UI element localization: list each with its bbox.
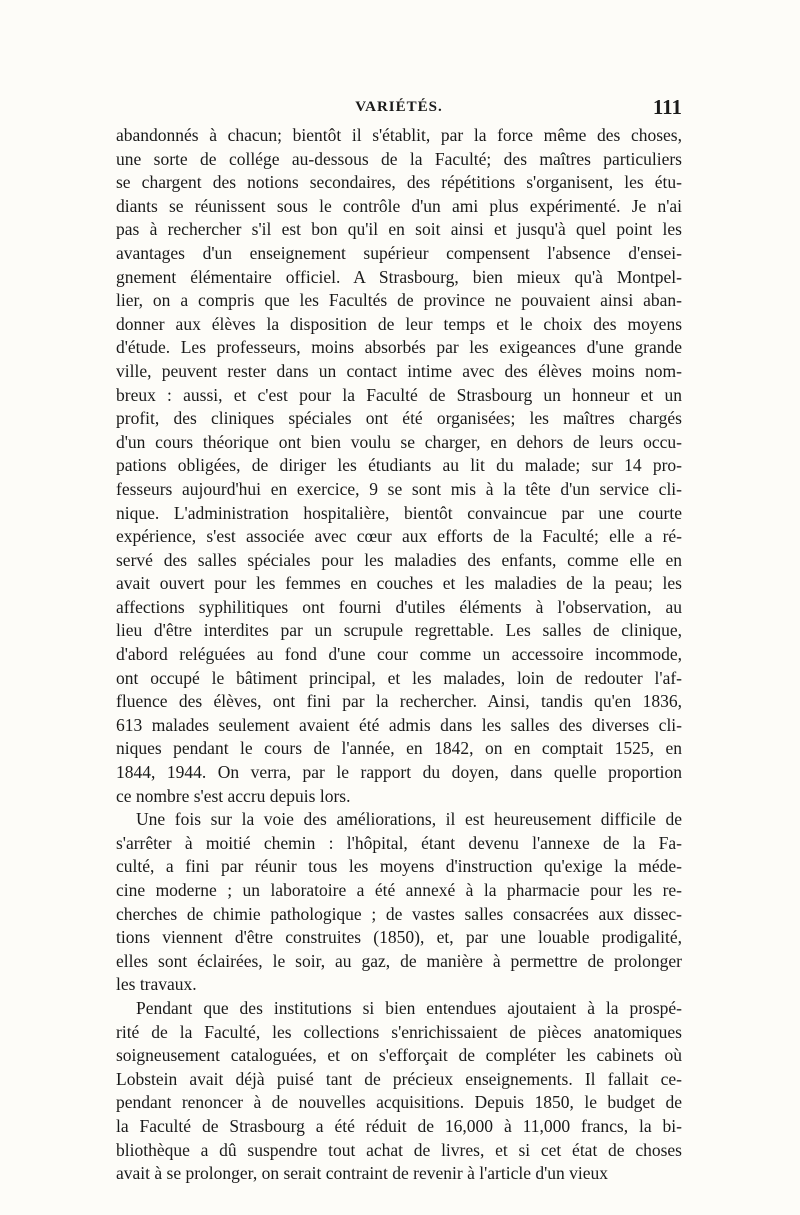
text-line: bliothèque a dû suspendre tout achat de livres, et si cet état de choses — [116, 1139, 682, 1160]
text-line: soigneusement cataloguées, et on s'efforçait de compléter les cabinets où — [116, 1045, 682, 1066]
text-line: d'abord reléguées au fond d'une cour comme un accessoire incommode, — [116, 644, 682, 665]
page-header — [116, 95, 682, 125]
text-line: lieu d'être interdites par un scrupule regrettable. Les salles de clinique, — [116, 620, 682, 641]
text-line: abandonnés à chacun; bientôt il s'établit, par la force même des choses, — [116, 125, 682, 145]
text-line: nique. L'administration hospitalière, bientôt convaincue par une courte — [116, 502, 682, 523]
paragraph — [116, 997, 682, 1186]
text-line: culté, a fini par réunir tous les moyens d'instruction qu'exige la méde- — [116, 856, 682, 877]
text-line: d'étude. Les professeurs, moins absorbés par les exigeances d'une grande — [116, 337, 682, 358]
text-line: breux : aussi, et c'est pour la Faculté de Strasbourg un honneur et un — [116, 384, 682, 405]
text-line: gnement élémentaire officiel. A Strasbourg, bien mieux qu'à Montpel- — [116, 266, 682, 287]
paragraph — [116, 124, 682, 808]
text-line: avantages d'un enseignement supérieur compensent l'absence d'ensei- — [116, 242, 682, 263]
text-line: cherches de chimie pathologique ; de vastes salles consacrées aux dissec- — [116, 903, 682, 924]
running-head: VARIÉTÉS. — [355, 99, 443, 115]
text-line: profit, des cliniques spéciales ont été organisées; les maîtres chargés — [116, 408, 682, 429]
text-line: elles sont éclairées, le soir, au gaz, de manière à permettre de prolonger — [116, 950, 682, 971]
text-line: servé des salles spéciales pour les maladies des enfants, comme elle en — [116, 549, 682, 570]
text-line: lier, on a compris que les Facultés de province ne pouvaient ainsi aban- — [116, 290, 682, 311]
text-line: 1844, 1944. On verra, par le rapport du doyen, dans quelle proportion — [116, 762, 682, 783]
text-line: donner aux élèves la disposition de leur temps et le choix des moyens — [116, 313, 682, 334]
text-line: cine moderne ; un laboratoire a été annexé à la pharmacie pour les re- — [116, 880, 682, 900]
body-text — [116, 124, 682, 1186]
text-line: les travaux. — [116, 974, 197, 995]
text-line: ville, peuvent rester dans un contact intime avec des élèves moins nom- — [116, 360, 682, 381]
text-line: pations obligées, de diriger les étudiants au lit du malade; sur 14 pro- — [116, 455, 682, 476]
text-line: la Faculté de Strasbourg a été réduit de 16,000 à 11,000 francs, la bi- — [116, 1115, 682, 1136]
text-line: se chargent des notions secondaires, des répétitions s'organisent, les étu- — [116, 172, 682, 193]
text-line: Lobstein avait déjà puisé tant de précieux enseignements. Il fallait ce- — [116, 1068, 682, 1089]
text-line: avait à se prolonger, on serait contraint de revenir à l'article d'un vieux — [116, 1163, 609, 1184]
text-line: ont occupé le bâtiment principal, et les malades, loin de redouter l'af- — [116, 667, 682, 688]
text-line: niques pendant le cours de l'année, en 1842, on en comptait 1525, en — [116, 738, 682, 759]
text-line: expérience, s'est associée avec cœur aux efforts de la Faculté; elle a ré- — [116, 526, 682, 547]
text-line: affections syphilitiques ont fourni d'utiles éléments à l'observation, au — [116, 596, 682, 617]
text-line: pendant renoncer à de nouvelles acquisitions. Depuis 1850, le budget de — [116, 1092, 682, 1113]
text-line: tions viennent d'être construites (1850), et, par une louable prodigalité, — [116, 927, 682, 948]
text-line: Une fois sur la voie des améliorations, il est heureusement difficile de — [136, 809, 682, 830]
text-line: fesseurs aujourd'hui en exercice, 9 se sont mis à la tête d'un service cli- — [116, 478, 682, 499]
text-line: fluence des élèves, ont fini par la rechercher. Ainsi, tandis qu'en 1836, — [116, 691, 682, 712]
text-line: pas à rechercher s'il est bon qu'il en soit ainsi et jusqu'à quel point les — [116, 219, 682, 240]
paragraph — [116, 808, 682, 997]
text-line: Pendant que des institutions si bien entendues ajoutaient à la prospé- — [136, 997, 682, 1018]
text-line: diants se réunissent sous le contrôle d'un ami plus expérimenté. Je n'ai — [116, 195, 682, 216]
text-line: rité de la Faculté, les collections s'enrichissaient de pièces anatomiques — [116, 1021, 682, 1042]
text-line: ce nombre s'est accru depuis lors. — [116, 785, 351, 806]
text-line: 613 malades seulement avaient été admis dans les salles des diverses cli- — [116, 714, 682, 735]
text-line: s'arrêter à moitié chemin : l'hôpital, étant devenu l'annexe de la Fa- — [116, 832, 682, 853]
text-line: d'un cours théorique ont bien voulu se charger, en dehors de leurs occu- — [116, 431, 682, 452]
page-number: 111 — [652, 95, 682, 119]
text-line: avait ouvert pour les femmes en couches et les maladies de la peau; les — [116, 573, 682, 594]
text-line: une sorte de collége au-dessous de la Faculté; des maîtres particuliers — [116, 148, 682, 169]
